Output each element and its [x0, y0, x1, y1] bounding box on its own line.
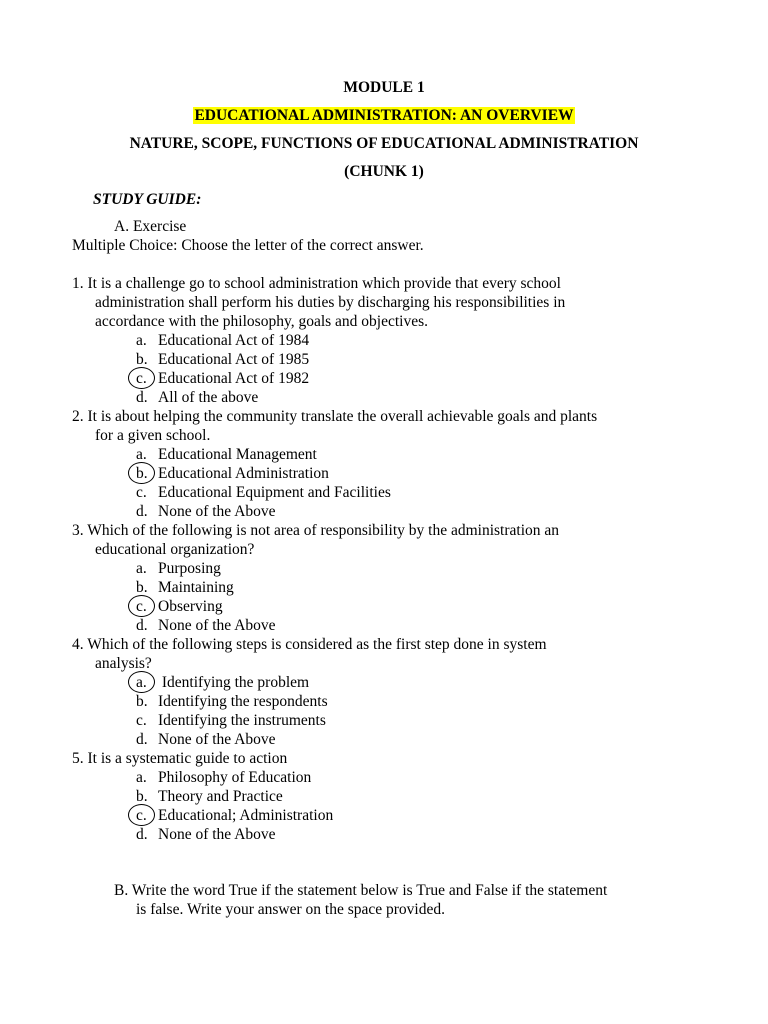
answer-option — [136, 388, 258, 407]
option-text: Educational Act of 1982 — [158, 370, 310, 387]
highlighted-title: EDUCATIONAL ADMINISTRATION: AN OVERVIEW — [194, 107, 574, 124]
option-text: Educational Act of 1984 — [158, 332, 310, 349]
title-heading-wrap — [0, 106, 768, 125]
option-letter: d. — [136, 389, 148, 406]
answer-option — [136, 711, 326, 730]
section-b-line: B. Write the word True if the statement below is True and False if the statement — [114, 882, 608, 899]
question-stem-line: for a given school. — [95, 427, 211, 444]
circled-answer-letter: a. — [136, 673, 158, 692]
question-stem-line: 3. Which of the following is not area of responsibility by the administration an — [72, 522, 560, 539]
option-text: Philosophy of Education — [158, 769, 312, 786]
answer-option — [136, 369, 309, 388]
option-letter: b. — [136, 351, 148, 368]
answer-option — [136, 464, 329, 483]
circled-answer-letter: c. — [136, 806, 158, 825]
question-stem-line: analysis? — [95, 655, 152, 672]
answer-option — [136, 616, 276, 635]
option-text: Educational; Administration — [158, 807, 334, 824]
answer-option — [136, 597, 223, 616]
option-text: All of the above — [158, 389, 259, 406]
option-text: Identifying the instruments — [158, 712, 326, 729]
option-letter: b. — [136, 693, 148, 710]
option-text: Identifying the problem — [158, 674, 310, 691]
option-text: None of the Above — [158, 826, 276, 843]
option-letter: b. — [136, 579, 148, 596]
option-text: Theory and Practice — [158, 788, 283, 805]
answer-option — [136, 559, 221, 578]
answer-option — [136, 692, 328, 711]
option-letter: a. — [136, 332, 147, 349]
answer-option — [136, 825, 276, 844]
circled-answer-letter: c. — [136, 369, 158, 388]
answer-option — [136, 578, 234, 597]
option-text: Educational Administration — [158, 465, 329, 482]
option-text: None of the Above — [158, 503, 276, 520]
answer-option — [136, 730, 276, 749]
question-stem-line: 4. Which of the following steps is considered as the first step done in system — [72, 636, 547, 653]
answer-option — [136, 768, 311, 787]
question-stem-line: 2. It is about helping the community translate the overall achievable goals and plants — [72, 408, 598, 425]
option-text: Purposing — [158, 560, 221, 577]
option-letter: b. — [136, 788, 148, 805]
option-text: None of the Above — [158, 617, 276, 634]
option-letter: d. — [136, 503, 148, 520]
module-heading: MODULE 1 — [343, 79, 425, 96]
question-stem-line: 1. It is a challenge go to school administration which provide that every school — [72, 275, 561, 292]
option-text: Educational Management — [158, 446, 317, 463]
option-letter: d. — [136, 731, 148, 748]
option-text: Identifying the respondents — [158, 693, 328, 710]
option-letter: a. — [136, 560, 147, 577]
section-a-instruction: Multiple Choice: Choose the letter of the correct answer. — [72, 237, 424, 254]
option-letter: a. — [136, 446, 147, 463]
option-text: None of the Above — [158, 731, 276, 748]
question-stem-line: 5. It is a systematic guide to action — [72, 750, 288, 767]
answer-option — [136, 806, 333, 825]
option-text: Observing — [158, 598, 223, 615]
option-text: Educational Equipment and Facilities — [158, 484, 391, 501]
option-text: Maintaining — [158, 579, 234, 596]
question-stem-line: educational organization? — [95, 541, 255, 558]
option-text: Educational Act of 1985 — [158, 351, 310, 368]
answer-option — [136, 502, 276, 521]
section-a-label: A. Exercise — [114, 218, 187, 235]
section-b-line: is false. Write your answer on the space provided. — [136, 901, 445, 918]
option-letter: d. — [136, 617, 148, 634]
answer-option — [136, 445, 317, 464]
answer-option — [136, 331, 309, 350]
answer-option — [136, 787, 283, 806]
answer-option — [136, 483, 391, 502]
study-guide-heading: STUDY GUIDE: — [93, 191, 202, 208]
answer-option — [136, 673, 309, 692]
option-letter: c. — [136, 484, 147, 501]
question-stem-line: accordance with the philosophy, goals and objectives. — [95, 313, 429, 330]
subtitle-heading: NATURE, SCOPE, FUNCTIONS OF EDUCATIONAL ADMINISTRATION — [129, 135, 639, 152]
circled-answer-letter: b. — [136, 464, 158, 483]
answer-option — [136, 350, 309, 369]
chunk-heading: (CHUNK 1) — [344, 163, 424, 180]
option-letter: d. — [136, 826, 148, 843]
option-letter: a. — [136, 769, 147, 786]
option-letter: c. — [136, 712, 147, 729]
question-stem-line: administration shall perform his duties by discharging his responsibilities in — [95, 294, 566, 311]
circled-answer-letter: c. — [136, 597, 158, 616]
